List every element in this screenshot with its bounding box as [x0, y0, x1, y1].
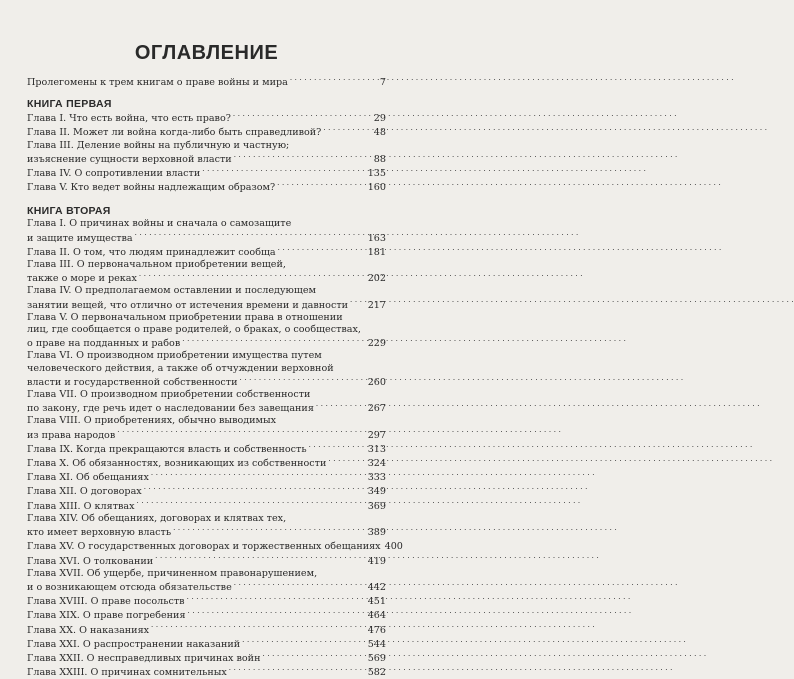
entry-text: также о море и реках [27, 273, 137, 285]
page-number: 569 [367, 652, 386, 664]
dot-leader [239, 375, 365, 385]
entry-text: занятии вещей, что отлично от истечения времени и давности [27, 299, 349, 311]
dot-leader [229, 665, 366, 675]
entry-line: Глава V. О первоначальном приобретении права в отношении [27, 311, 343, 323]
page-number: 229 [367, 338, 386, 350]
page-number: 419 [367, 555, 386, 567]
entry-text: Глава I. Что есть война, что есть право? [27, 113, 231, 125]
entry-text: Глава XIII. О клятвах [27, 500, 135, 512]
entry-line: человеческого действия, а также об отчуждении верховной [27, 362, 334, 374]
dot-leader [137, 499, 366, 509]
dot-leader [277, 180, 366, 190]
entry-line: Глава VI. О производном приобретении имущества путем [27, 350, 322, 362]
page-number: 267 [367, 403, 386, 415]
entry-text: Глава II. Может ли война когда-либо быть справедливой? [27, 127, 322, 139]
entry-text: Глава IX. Когда прекращаются власть и собственность [27, 443, 307, 455]
page-number: 544 [367, 638, 386, 650]
entry-text: Глава XXIII. О причинах сомнительных [27, 667, 227, 679]
page-number: 217 [367, 299, 386, 311]
entry-line: Глава XVII. Об ущербе, причиненном правонарушением, [27, 567, 318, 579]
dot-leader [309, 442, 366, 452]
page-number: 333 [367, 472, 386, 484]
entry-text: Глава V. Кто ведет войны надлежащим образом? [27, 182, 276, 194]
entry-text: из права народов [27, 429, 116, 441]
dot-leader [242, 637, 366, 647]
dot-leader [290, 75, 378, 85]
entry-text: Глава IV. О сопротивлении власти [27, 168, 201, 180]
entry-text: власти и государственной собственности [27, 376, 238, 388]
dot-leader [144, 484, 366, 494]
page-number: 160 [367, 182, 386, 194]
entry-line: Глава III. Деление войны на публичную и частную; [27, 139, 290, 151]
dot-leader [187, 594, 366, 604]
entry-text: кто имеет верховную власть [27, 527, 172, 539]
page-number: 48 [373, 127, 386, 139]
page-title: ОГЛАВЛЕНИЕ [134, 42, 279, 64]
dot-leader [328, 456, 365, 466]
page-number: 297 [367, 429, 386, 441]
toc-list-book1 [27, 111, 386, 194]
dot-leader [135, 231, 366, 241]
dot-leader [234, 152, 372, 162]
entry-line: Глава VIII. О приобретениях, обычно выводимых [27, 415, 277, 427]
toc-entry [27, 554, 386, 568]
page-number: 349 [367, 486, 386, 498]
dot-leader [151, 623, 366, 633]
toc-entry [27, 180, 386, 194]
page-number: 476 [367, 624, 386, 636]
page-number: 313 [367, 443, 386, 455]
entry-line: Глава VII. О производном приобретении собственности [27, 389, 311, 401]
entry-text: Глава XXI. О распространении наказаний [27, 638, 241, 650]
section-title-book1: КНИГА ПЕРВАЯ [27, 98, 112, 111]
page-number: 451 [367, 596, 386, 608]
toc-entry [27, 513, 386, 539]
toc-entry [27, 125, 386, 139]
entry-text: Пролегомены к трем книгам о праве войны и мира [27, 77, 288, 88]
page-number: 88 [373, 153, 386, 165]
page-number: 400 [384, 541, 403, 553]
entry-text: о праве на подданных и рабов [27, 338, 181, 350]
page-number: 260 [367, 376, 386, 388]
entry-line: Глава I. О причинах войны и сначала о самозащите [27, 218, 292, 230]
entry-text: и защите имущества [27, 232, 133, 244]
dot-leader [173, 525, 366, 535]
dot-leader [234, 580, 366, 590]
dot-leader [323, 125, 371, 135]
page-number: 163 [367, 232, 386, 244]
toc-entry [27, 350, 386, 389]
entry-line: Глава IV. О предполагаемом оставлении и последующем [27, 285, 316, 297]
page-number: 369 [367, 500, 386, 512]
page-number: 582 [367, 667, 386, 679]
entry-text: Глава XI. Об обещаниях [27, 472, 149, 484]
page-number: 7 [379, 77, 386, 88]
section-title-book2: КНИГА ВТОРАЯ [27, 205, 111, 218]
page-number: 181 [367, 246, 386, 258]
entry-line: Глава XIV. Об обещаниях, договорах и клятвах тех, [27, 512, 287, 524]
page-number: 202 [367, 273, 386, 285]
toc-entry [27, 665, 386, 679]
entry-text: Глава XXII. О несправедливых причинах войн [27, 652, 261, 664]
page-number: 135 [367, 168, 386, 180]
dot-leader [139, 271, 366, 281]
entry-text: изъяснение сущности верховной власти [27, 153, 232, 165]
entry-text: Глава XIX. О праве погребения [27, 610, 186, 622]
entry-text: по закону, где речь идет о наследовании без завещания [27, 403, 314, 415]
entry-text: Глава XV. О государственных договорах и торжественных обещаниях [27, 541, 381, 553]
entry-line: лиц, где сообщается о праве родителей, о браках, о сообществах, [27, 324, 361, 336]
dot-leader [202, 166, 365, 176]
page-number: 389 [367, 527, 386, 539]
dot-leader [278, 245, 366, 255]
toc-entry [27, 499, 386, 513]
entry-text: Глава XVI. О толковании [27, 555, 154, 567]
dot-leader [155, 554, 366, 564]
entry-text: Глава XX. О наказаниях [27, 624, 150, 636]
toc-entry [27, 259, 386, 285]
toc-entry [27, 389, 386, 415]
page-number: 442 [367, 581, 386, 593]
dot-leader [151, 470, 366, 480]
page-number: 324 [367, 458, 386, 470]
page-number: 464 [367, 610, 386, 622]
dot-leader [262, 651, 365, 661]
entry-text: Глава II. О том, что людям принадлежит сообща [27, 246, 276, 258]
dot-leader [350, 298, 366, 308]
toc-list-book2 [27, 218, 403, 679]
dot-leader [182, 336, 365, 346]
entry-text: Глава XVIII. О праве посольств [27, 596, 185, 608]
entry-line: Глава III. О первоначальном приобретении вещей, [27, 259, 286, 271]
toc-entry-prolegomena [27, 75, 386, 89]
dot-leader [188, 608, 366, 618]
toc-entry [27, 312, 386, 351]
dot-leader [117, 428, 365, 438]
dot-leader [233, 111, 372, 121]
entry-text: и о возникающем отсюда обязательстве [27, 581, 232, 593]
page-number: 29 [373, 113, 386, 125]
toc-entry [27, 285, 386, 311]
entry-text: Глава XII. О договорах [27, 486, 142, 498]
dot-leader [316, 401, 366, 411]
entry-text: Глава X. Об обязанностях, возникающих из собственности [27, 458, 327, 470]
toc-entry [27, 245, 386, 259]
